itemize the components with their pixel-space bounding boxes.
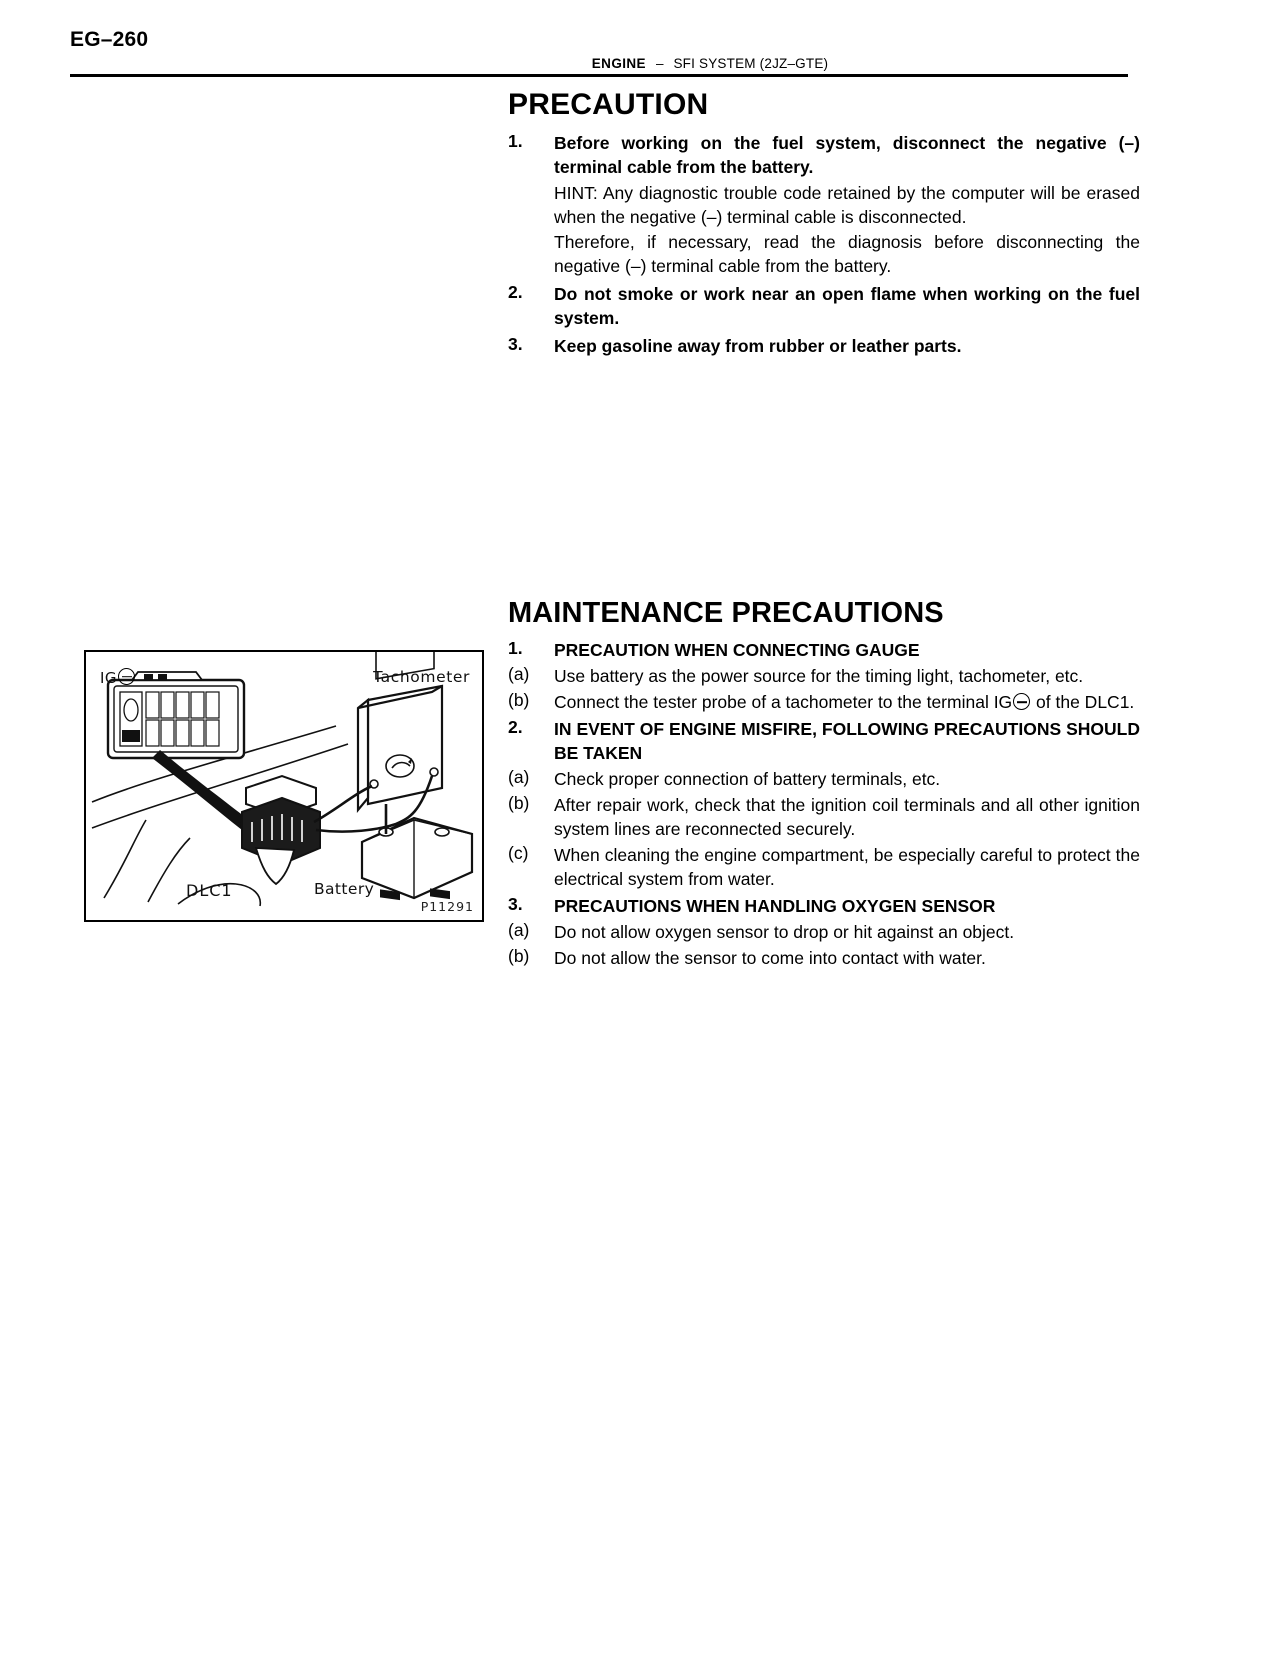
figure-label-tachometer: Tachometer xyxy=(373,668,470,686)
page-title-precaution: PRECAUTION xyxy=(508,88,709,121)
figure-label-ig: IG xyxy=(100,668,136,687)
section-spacer xyxy=(508,360,1140,598)
precaution-item-1-text: Before working on the fuel system, disconnect the negative (–) terminal cable from the battery. xyxy=(554,133,1140,178)
precaution-item-3-text: Keep gasoline away from rubber or leather parts. xyxy=(554,336,962,357)
main-content-column xyxy=(508,88,1140,972)
precaution-item-3 xyxy=(508,334,1140,358)
maintenance-section-2-item-a-label: (a) xyxy=(508,766,530,787)
page-code: EG–260 xyxy=(70,28,149,51)
maintenance-section-1-number: 1. xyxy=(508,638,523,659)
maintenance-section-2-heading: IN EVENT OF ENGINE MISFIRE, FOLLOWING PRECAUTIONS SHOULD BE TAKEN xyxy=(554,718,1140,763)
maintenance-section-2-item-b xyxy=(508,793,1140,841)
precaution-item-2-text: Do not smoke or work near an open flame when working on the fuel system. xyxy=(554,283,1140,328)
minus-circle-icon xyxy=(118,668,135,685)
precaution-item-1-note: Therefore, if necessary, read the diagnosis before disconnecting the negative (–) terminal cable from the battery. xyxy=(554,231,1140,276)
maintenance-section-1-item-b-label: (b) xyxy=(508,690,530,711)
header-dash: – xyxy=(655,56,664,71)
maintenance-section-3-item-b-label: (b) xyxy=(508,945,530,966)
maintenance-section-3 xyxy=(508,894,1140,918)
maintenance-section-3-item-a-text: Do not allow oxygen sensor to drop or hit against an object. xyxy=(554,921,1015,942)
maintenance-section-1-item-a-text: Use battery as the power source for the timing light, tachometer, etc. xyxy=(554,666,1084,687)
figure-code: P11291 xyxy=(420,899,474,914)
maintenance-section-3-item-b xyxy=(508,946,1140,970)
maintenance-section-2-item-b-text: After repair work, check that the ignition coil terminals and all other ignition system lines are reconnected securely. xyxy=(554,795,1140,840)
item-b-text-after: of the DLC1. xyxy=(1031,692,1135,713)
maintenance-section-2-item-a-text: Check proper connection of battery terminals, etc. xyxy=(554,768,941,789)
maintenance-section-2-item-c-label: (c) xyxy=(508,843,529,864)
maintenance-section-2-item-c-text: When cleaning the engine compartment, be especially careful to protect the electrical system from water. xyxy=(554,845,1140,890)
precaution-item-2 xyxy=(508,282,1140,330)
figure-label-dlc1: DLC1 xyxy=(186,881,233,900)
maintenance-section-1-item-a-label: (a) xyxy=(508,664,530,685)
precaution-item-1-hint: HINT: Any diagnostic trouble code retained by the computer will be erased when the negative (–) terminal cable is disconnected. xyxy=(554,183,1140,228)
figure-dlc1-tachometer-battery xyxy=(84,650,484,922)
maintenance-section-2-number: 2. xyxy=(508,716,523,737)
page-header-center xyxy=(430,56,990,71)
maintenance-section-3-item-a xyxy=(508,920,1140,944)
maintenance-section-3-number: 3. xyxy=(508,893,523,914)
precaution-item-1-number: 1. xyxy=(508,131,523,151)
maintenance-section-1-item-b-text xyxy=(554,690,1140,714)
maintenance-section-2-item-b-label: (b) xyxy=(508,793,530,813)
header-system-label: SFI SYSTEM (2JZ–GTE) xyxy=(673,56,829,71)
maintenance-section-3-item-a-label: (a) xyxy=(508,919,530,940)
page-title-maintenance: MAINTENANCE PRECAUTIONS xyxy=(508,597,944,630)
maintenance-section-2-item-c xyxy=(508,843,1140,891)
maintenance-section-1-item-a xyxy=(508,664,1140,688)
minus-circle-icon xyxy=(1013,693,1030,710)
maintenance-section-1 xyxy=(508,638,1140,662)
precaution-item-3-number: 3. xyxy=(508,334,523,355)
maintenance-section-1-item-b xyxy=(508,690,1140,714)
precaution-item-2-number: 2. xyxy=(508,281,523,302)
maintenance-section-3-item-b-text: Do not allow the sensor to come into contact with water. xyxy=(554,947,986,968)
maintenance-section-2-item-a xyxy=(508,767,1140,791)
maintenance-section-3-heading: PRECAUTIONS WHEN HANDLING OXYGEN SENSOR xyxy=(554,895,996,916)
maintenance-section-1-heading: PRECAUTION WHEN CONNECTING GAUGE xyxy=(554,640,920,661)
maintenance-section-2 xyxy=(508,717,1140,765)
figure-label-battery: Battery xyxy=(314,880,375,898)
header-divider xyxy=(70,74,1128,77)
item-b-text-before: Connect the tester probe of a tachometer to the terminal IG xyxy=(554,692,1013,713)
header-engine-label: ENGINE xyxy=(591,56,646,71)
precaution-item-1 xyxy=(508,131,1140,179)
figure-illustration xyxy=(86,652,478,916)
